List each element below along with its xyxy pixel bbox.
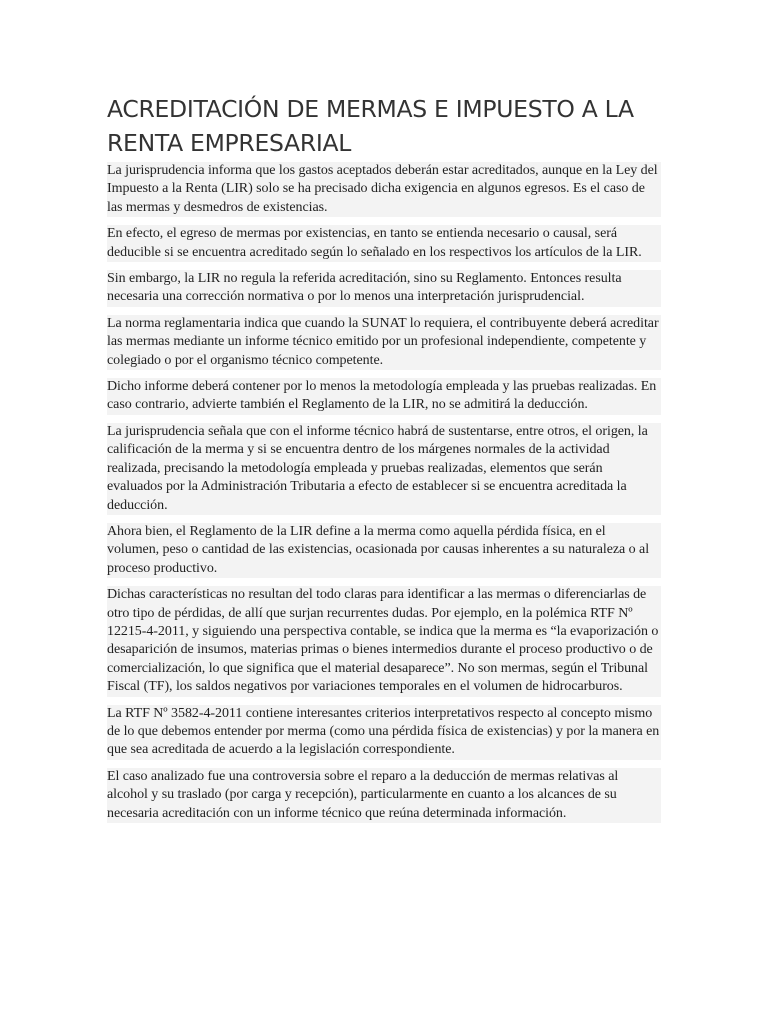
paragraph-7: Ahora bien, el Reglamento de la LIR define a la merma como aquella pérdida física, en el volumen, peso o cantidad de las existencias, ocasionada por causas inherentes a su naturaleza o al proceso productivo. [107,523,661,578]
paragraph-4: La norma reglamentaria indica que cuando la SUNAT lo requiera, el contribuyente deberá acreditar las mermas mediante un informe técnico emitido por un profesional independiente, competente y colegiado o por el organismo técnico competente. [107,315,661,370]
paragraph-2: En efecto, el egreso de mermas por existencias, en tanto se entienda necesario o causal, será deducible si se encuentra acreditado según lo señalado en los respectivos los artículos de la LIR. [107,225,661,262]
document-title: ACREDITACIÓN DE MERMAS E IMPUESTO A LA RENTA EMPRESARIAL [107,95,634,157]
paragraph-5: Dicho informe deberá contener por lo menos la metodología empleada y las pruebas realizadas. En caso contrario, advierte también el Reglamento de la LIR, no se admitirá la deducción. [107,378,661,415]
paragraph-10: El caso analizado fue una controversia sobre el reparo a la deducción de mermas relativas al alcohol y su traslado (por carga y recepción), particularmente en cuanto a los alcances de su necesaria acreditación con un informe técnico que reúna determinada información. [107,768,661,823]
paragraph-6: La jurisprudencia señala que con el informe técnico habrá de sustentarse, entre otros, el origen, la calificación de la merma y si se encuentra dentro de los márgenes normales de la actividad realizada, precisando la metodología empleada y pruebas realizadas, elementos que serán evaluados por la Administración Tributaria a efecto de establecer si se encuentra acreditada la deducción. [107,423,661,515]
paragraph-1: La jurisprudencia informa que los gastos aceptados deberán estar acreditados, aunque en la Ley del Impuesto a la Renta (LIR) solo se ha precisado dicha exigencia en algunos egresos. Es el caso de las mermas y desmedros de existencias. [107,162,661,217]
paragraph-8: Dichas características no resultan del todo claras para identificar a las mermas o diferenciarlas de otro tipo de pérdidas, de allí que surjan recurrentes dudas. Por ejemplo, en la polémica RTF Nº 12215-4-2011, y siguiendo una perspectiva contable, se indica que la merma es “la evaporización o desaparición de insumos, materias primas o bienes intermedios durante el proceso productivo o de comercialización, lo que significa que el material desaparece”. No son mermas, según el Tribunal Fiscal (TF), los saldos negativos por variaciones temporales en el volumen de hidrocarburos. [107,586,661,696]
paragraph-3: Sin embargo, la LIR no regula la referida acreditación, sino su Reglamento. Entonces resulta necesaria una corrección normativa o por lo menos una interpretación jurisprudencial. [107,270,661,307]
paragraph-9: La RTF Nº 3582-4-2011 contiene interesantes criterios interpretativos respecto al concepto mismo de lo que debemos entender por merma (como una pérdida física de existencias) y por la manera en que sea acreditada de acuerdo a la legislación correspondiente. [107,705,661,760]
document-page [107,92,661,831]
